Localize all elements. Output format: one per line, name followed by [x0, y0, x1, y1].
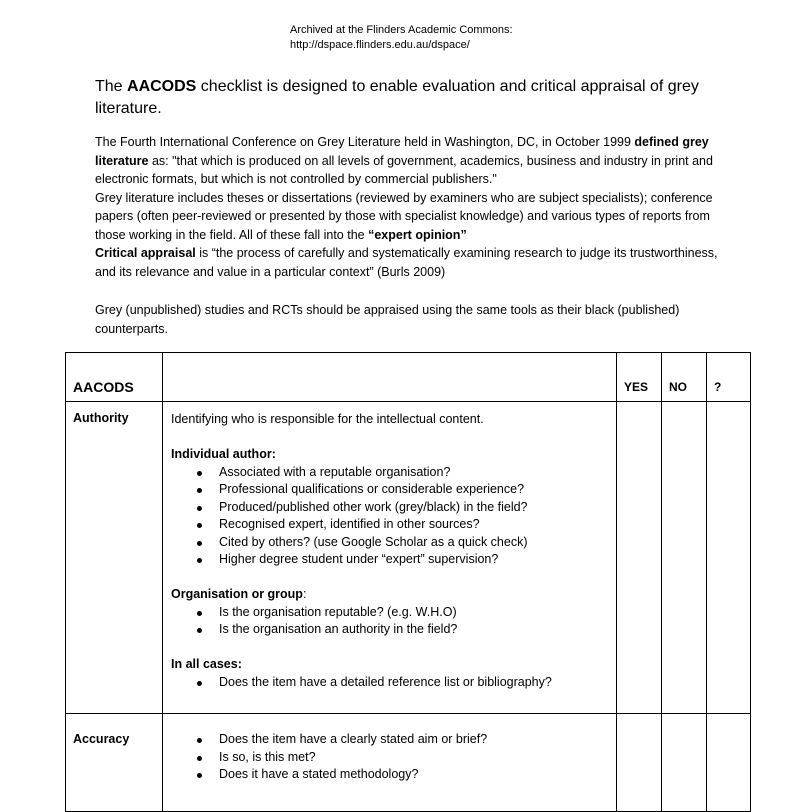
intro-text [95, 133, 735, 281]
title-pre: The [95, 78, 128, 95]
table-row-authority [66, 402, 751, 714]
archive-note [290, 23, 513, 53]
authority-yes-cell[interactable] [617, 402, 662, 714]
list-item: Higher degree student under “expert” supervision? [171, 551, 616, 569]
header-unsure: ? [707, 353, 751, 402]
accuracy-list [171, 731, 616, 784]
accuracy-criteria [163, 714, 617, 812]
list-item: Professional qualifications or considerable experience? [171, 481, 616, 499]
intro-p3-bold: Critical appraisal [95, 246, 196, 260]
list-item: Does the item have a detailed reference list or bibliography? [171, 674, 616, 692]
organisation-heading [171, 586, 616, 604]
aacods-checklist-table [65, 352, 751, 812]
authority-intro: Identifying who is responsible for the intellectual content. [171, 412, 484, 426]
list-item: Produced/published other work (grey/black) in the field? [171, 499, 616, 517]
accuracy-unsure-cell[interactable] [707, 714, 751, 812]
all-cases-heading: In all cases: [171, 657, 242, 671]
title-post: checklist is designed to enable evaluation and critical appraisal of grey literature. [95, 78, 699, 117]
list-item: Is so, is this met? [171, 749, 616, 767]
archive-note-url: http://dspace.flinders.edu.au/dspace/ [290, 39, 470, 51]
intro-p1-text-2: as: "that which is produced on all levels of government, academics, business and industry in print and electronic formats, but which is not controlled by commercial publishers." [95, 153, 713, 186]
individual-author-heading: Individual author: [171, 447, 276, 461]
intro-p3-text: is “the process of carefully and systematically examining research to judge its trustworthiness, and its relevance and value in a particular context” (Burls 2009) [95, 246, 718, 279]
individual-author-list [171, 464, 616, 569]
list-item: Recognised expert, identified in other sources? [171, 516, 616, 534]
header-criteria-cell [163, 353, 617, 402]
organisation-heading-colon: : [302, 587, 307, 601]
table-header-row [66, 353, 751, 402]
list-item: Cited by others? (use Google Scholar as a quick check) [171, 534, 616, 552]
header-aacods: AACODS [66, 353, 163, 402]
authority-unsure-cell[interactable] [707, 402, 751, 714]
intro-paragraph-grey-literature [95, 189, 735, 245]
list-item: Associated with a reputable organisation? [171, 464, 616, 482]
accuracy-yes-cell[interactable] [617, 714, 662, 812]
intro-paragraph-grey-studies: Grey (unpublished) studies and RCTs should be appraised using the same tools as their black (published) counterparts. [95, 303, 680, 336]
title-aacods: AACODS [127, 78, 197, 95]
authority-criteria [163, 402, 617, 714]
page-title [95, 76, 735, 120]
accuracy-no-cell[interactable] [662, 714, 707, 812]
row-label-authority: Authority [66, 402, 163, 714]
list-item: Is the organisation reputable? (e.g. W.H.O) [171, 604, 616, 622]
all-cases-list [171, 674, 616, 692]
intro-p1-text: The Fourth International Conference on Grey Literature held in Washington, DC, in October 1999 [95, 135, 635, 149]
header-no: NO [662, 353, 707, 402]
list-item: Is the organisation an authority in the field? [171, 621, 616, 639]
intro-p2-text: Grey literature includes theses or dissertations (reviewed by examiners who are subject specialists); conference papers (often peer-reviewed or presented by those with specialist knowledge) and various types of reports from those working in the field. All of these fall into the [95, 190, 713, 242]
organisation-list [171, 604, 616, 639]
organisation-heading-text: Organisation or group [171, 587, 303, 601]
list-item: Does the item have a clearly stated aim or brief? [171, 731, 616, 749]
intro-paragraph-critical-appraisal [95, 244, 735, 281]
intro-paragraph-definition [95, 133, 735, 189]
authority-no-cell[interactable] [662, 402, 707, 714]
list-item: Does it have a stated methodology? [171, 766, 616, 784]
archive-note-line1: Archived at the Flinders Academic Commons: [290, 24, 513, 36]
intro-p2-bold: “expert opinion” [368, 227, 467, 242]
table-row-accuracy [66, 714, 751, 812]
intro-p1-bold: defined grey literature [95, 135, 709, 168]
header-yes: YES [617, 353, 662, 402]
row-label-accuracy: Accuracy [66, 714, 163, 812]
